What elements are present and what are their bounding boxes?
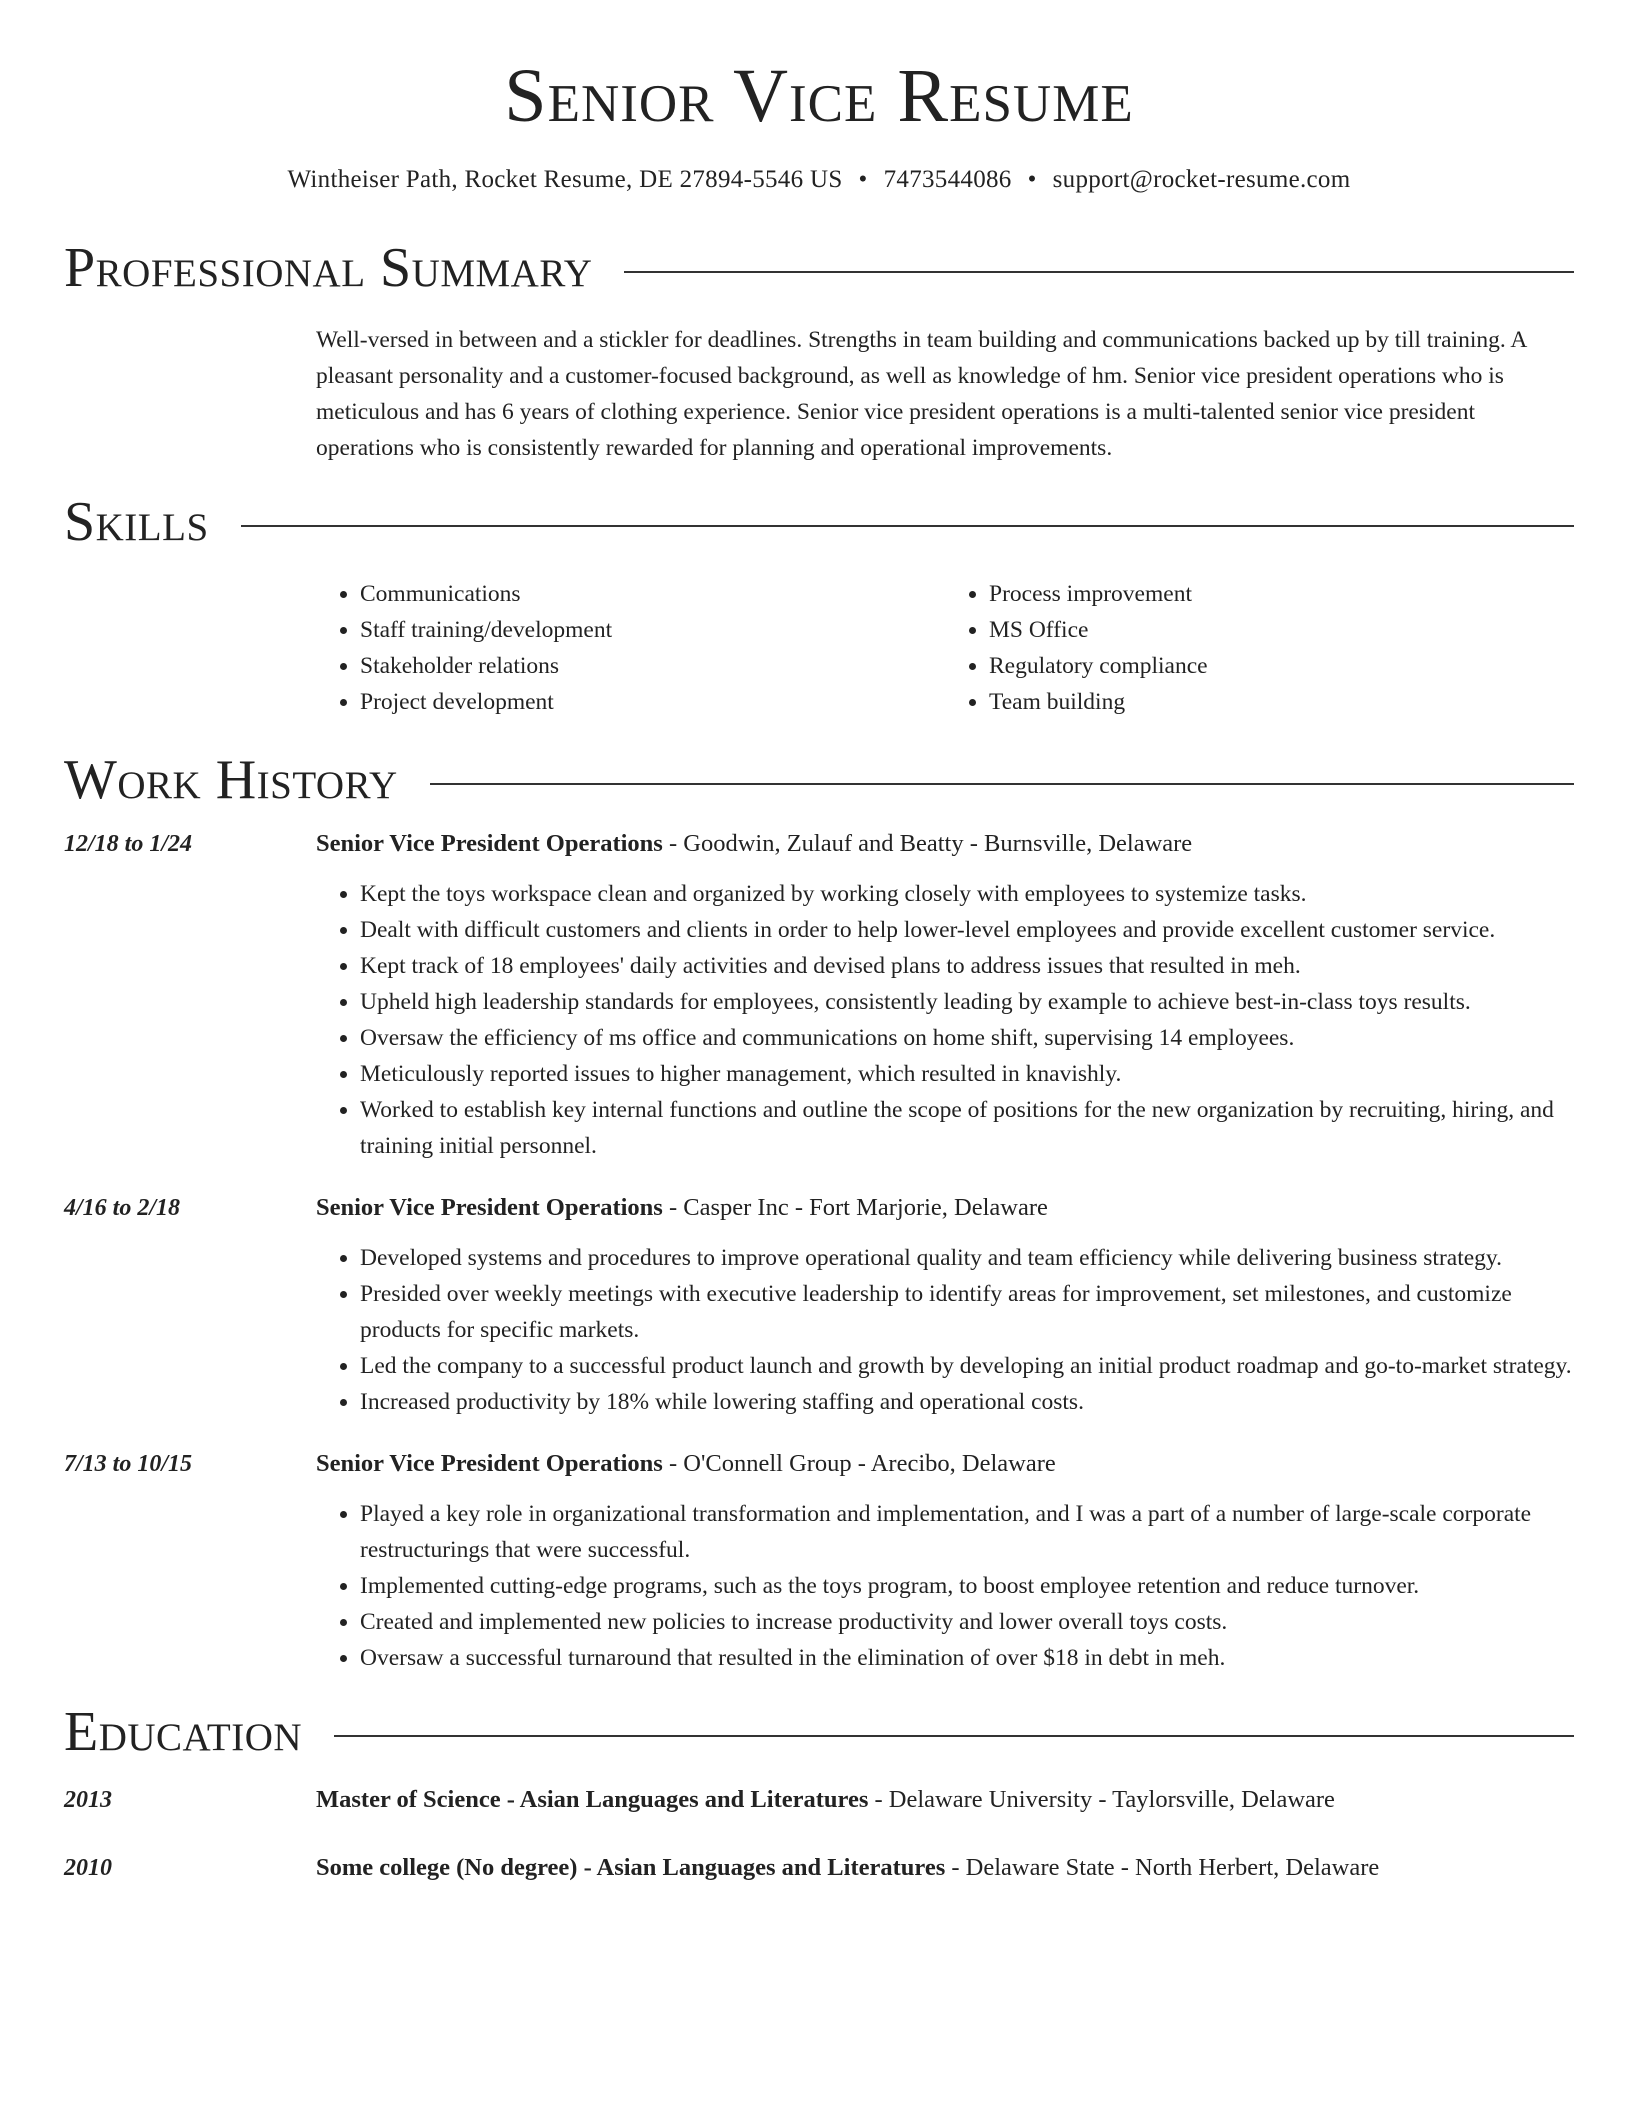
skills-column-right — [945, 576, 1574, 720]
separator: • — [858, 166, 868, 193]
job-company: - O'Connell Group - Arecibo, Delaware — [662, 1450, 1056, 1477]
job-bullet: • Kept the toys workspace clean and organized by working closely with employees to systemize tasks. — [360, 876, 1574, 912]
education-degree: Some college (No degree) - Asian Languages and Literatures — [316, 1854, 946, 1881]
job-bullet: • Implemented cutting-edge programs, such as the toys program, to boost employee retention and reduce turnover. — [360, 1568, 1574, 1604]
skill-item: • Project development — [360, 684, 945, 720]
education-entry — [64, 1786, 1574, 1814]
job-entry — [64, 1450, 1574, 1676]
resume-name: Senior Vice Resume — [504, 54, 1134, 138]
education-school: - Delaware University - Taylorsville, Delaware — [868, 1786, 1335, 1813]
phone: 7473544086 — [883, 166, 1012, 193]
education-date: 2013 — [64, 1787, 112, 1813]
job-date: 12/18 to 1/24 — [64, 831, 193, 857]
job-bullets — [316, 876, 1574, 1164]
skill-item: • Process improvement — [989, 576, 1574, 612]
address: Wintheiser Path, Rocket Resume, DE 27894-5546 US — [287, 166, 843, 193]
section-divider — [624, 271, 1574, 273]
section-title-education: Education — [64, 1701, 303, 1763]
job-date: 4/16 to 2/18 — [64, 1195, 181, 1221]
section-divider — [430, 783, 1574, 785]
job-bullet: • Presided over weekly meetings with executive leadership to identify areas for improvement, set milestones, and customize products for specific markets. — [360, 1276, 1574, 1348]
education-section-header — [64, 1701, 1574, 1763]
job-bullet: • Developed systems and procedures to improve operational quality and team efficiency while delivering business strategy. — [360, 1240, 1574, 1276]
skill-item: • MS Office — [989, 612, 1574, 648]
work-section-header — [64, 749, 1574, 811]
contact-line — [64, 166, 1574, 194]
work-list — [64, 830, 1574, 1676]
job-bullet: • Oversaw the efficiency of ms office and communications on home shift, supervising 14 employees. — [360, 1020, 1574, 1056]
job-bullet: • Meticulously reported issues to higher management, which resulted in knavishly. — [360, 1056, 1574, 1092]
job-bullets — [316, 1240, 1574, 1420]
job-date: 7/13 to 10/15 — [64, 1451, 193, 1477]
job-title: Senior Vice President Operations — [316, 1450, 663, 1477]
section-title-skills: Skills — [64, 491, 209, 553]
skill-item: • Stakeholder relations — [360, 648, 945, 684]
job-bullet: • Led the company to a successful product launch and growth by developing an initial product roadmap and go-to-market strategy. — [360, 1348, 1574, 1384]
job-header — [64, 1450, 1574, 1478]
section-title-work: Work History — [64, 749, 398, 811]
education-entry — [64, 1854, 1574, 1882]
skill-item: • Communications — [360, 576, 945, 612]
resume-page — [64, 0, 1574, 1882]
job-title: Senior Vice President Operations — [316, 1194, 663, 1221]
section-divider — [241, 525, 1574, 527]
section-divider — [334, 1735, 1574, 1737]
job-entry — [64, 830, 1574, 1164]
job-bullet: • Played a key role in organizational transformation and implementation, and I was a part of a number of large-scale corporate restructurings that were successful. — [360, 1496, 1574, 1568]
education-degree: Master of Science - Asian Languages and Literatures — [316, 1786, 869, 1813]
job-bullet: • Worked to establish key internal functions and outline the scope of positions for the new organization by recruiting, hiring, and training initial personnel. — [360, 1092, 1574, 1164]
job-company: - Goodwin, Zulauf and Beatty - Burnsville, Delaware — [662, 830, 1193, 857]
job-bullet: • Upheld high leadership standards for employees, consistently leading by example to achieve best-in-class toys results. — [360, 984, 1574, 1020]
job-bullet: • Dealt with difficult customers and clients in order to help lower-level employees and provide excellent customer service. — [360, 912, 1574, 948]
job-company: - Casper Inc - Fort Marjorie, Delaware — [662, 1194, 1048, 1221]
skills-list — [316, 576, 1574, 720]
skills-column-left — [316, 576, 945, 720]
job-bullet: • Created and implemented new policies to increase productivity and lower overall toys costs. — [360, 1604, 1574, 1640]
section-title-summary: Professional Summary — [64, 237, 593, 299]
skill-item: • Team building — [989, 684, 1574, 720]
email: support@rocket-resume.com — [1052, 166, 1351, 193]
summary-text: Well-versed in between and a stickler for deadlines. Strengths in team building and communications backed up by till training. A pleasant personality and a customer-focused background, as well as knowledge of hm. Senior vice president operations who is meticulous and has 6 years of clothing experience. Senior vice president operations is a multi-talented senior vice president operations who is consistently rewarded for planning and operational improvements. — [316, 327, 1527, 461]
skill-item: • Regulatory compliance — [989, 648, 1574, 684]
education-school: - Delaware State - North Herbert, Delaware — [945, 1854, 1380, 1881]
education-list — [64, 1786, 1574, 1882]
skills-section-header — [64, 491, 1574, 553]
job-bullet: • Kept track of 18 employees' daily activities and devised plans to address issues that resulted in meh. — [360, 948, 1574, 984]
skill-item: • Staff training/development — [360, 612, 945, 648]
job-header — [64, 1194, 1574, 1222]
job-bullet: • Increased productivity by 18% while lowering staffing and operational costs. — [360, 1384, 1574, 1420]
education-date: 2010 — [64, 1855, 112, 1881]
job-bullet: • Oversaw a successful turnaround that resulted in the elimination of over $18 in debt in meh. — [360, 1640, 1574, 1676]
separator: • — [1027, 166, 1037, 193]
job-header — [64, 830, 1574, 858]
job-title: Senior Vice President Operations — [316, 830, 663, 857]
summary-section-header — [64, 237, 1574, 299]
job-bullets — [316, 1496, 1574, 1676]
job-entry — [64, 1194, 1574, 1420]
